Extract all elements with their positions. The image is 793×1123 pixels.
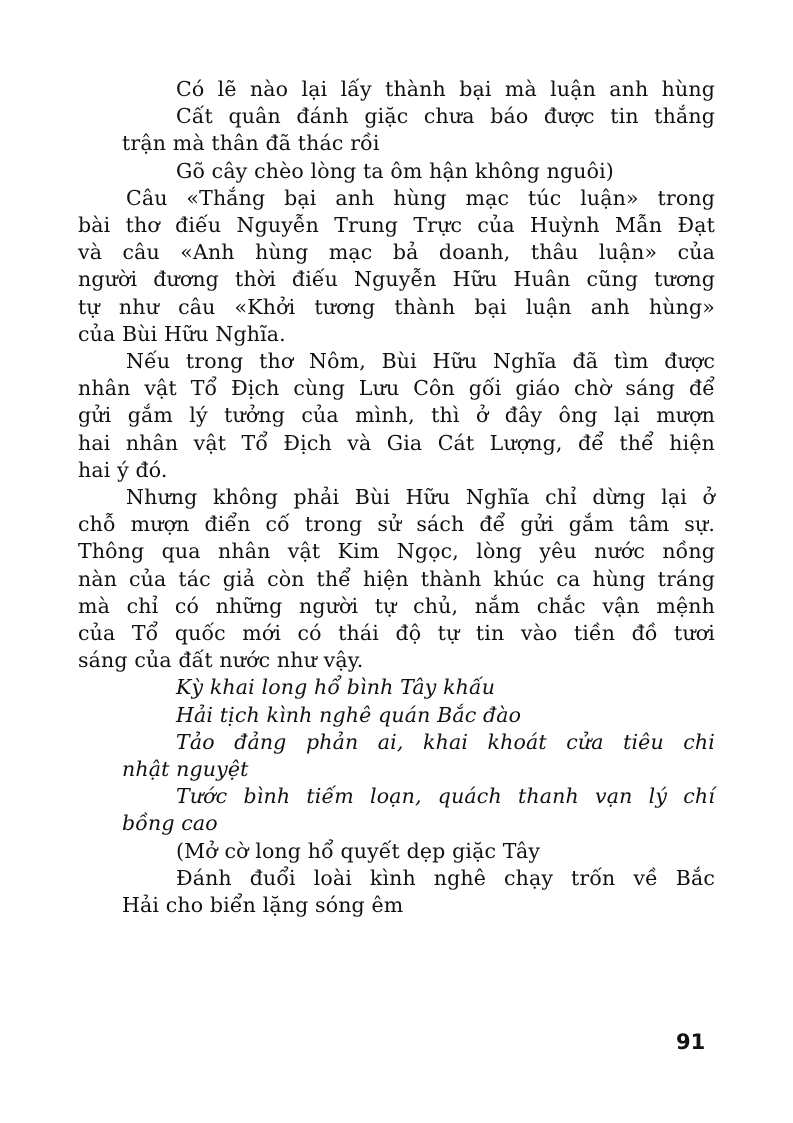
verse-line: Hải tịch kình nghê quán Bắc đào [176,702,522,727]
paragraph-line: hai ý đó. [78,457,168,482]
paragraph-line: nàn của tác giả còn thể hiện thành khúc ca hùng tráng [78,566,715,591]
paragraph-line: của Tổ quốc mới có thái độ tự tin vào tiền đồ tươi [78,621,715,646]
verse-line: trận mà thân đã thác rồi [122,131,380,156]
paragraph-line: bài thơ điếu Nguyễn Trung Trực của Huỳnh Mẫn Đạt [78,213,715,238]
verse-line: nhật nguyệt [122,757,249,782]
paragraph-line: và câu «Anh hùng mạc bả doanh, thâu luận» của [78,240,715,265]
page-text [78,76,715,919]
paragraph-line: mà chỉ có những người tự chủ, nắm chắc vận mệnh [78,593,715,618]
verse-line: Có lẽ nào lại lấy thành bại mà luận anh hùng [176,77,715,101]
verse-line: Hải cho biển lặng sóng êm [122,893,404,918]
verse-line: Tảo đảng phản ai, khai khoát cửa tiêu chi [176,729,715,754]
verse-line: (Mở cờ long hổ quyết dẹp giặc Tây [176,838,541,863]
verse-line: Cất quân đánh giặc chưa báo được tin thắng [176,104,715,129]
verse-line: Đánh đuổi loài kình nghê chạy trốn về Bắc [176,865,715,890]
page-number: 91 [676,1030,706,1054]
paragraph-line: Nhưng không phải Bùi Hữu Nghĩa chỉ dừng lại ở [126,485,715,510]
paragraph-line: Nếu trong thơ Nôm, Bùi Hữu Nghĩa đã tìm được [126,349,715,374]
paragraph-line: của Bùi Hữu Nghĩa. [78,321,286,346]
paragraph-line: Câu «Thắng bại anh hùng mạc túc luận» trong [126,185,715,210]
paragraph-line: nhân vật Tổ Địch cùng Lưu Côn gối giáo chờ sáng để [78,376,715,401]
verse-line: Kỳ khai long hổ bình Tây khấu [176,675,496,700]
verse-line: bồng cao [122,811,218,836]
paragraph-line: chỗ mượn điển cố trong sử sách để gửi gắm tâm sự. [78,512,715,537]
paragraph-line: người đương thời điếu Nguyễn Hữu Huân cũng tương [78,267,715,292]
verse-line: Gõ cây chèo lòng ta ôm hận không nguôi) [176,158,614,183]
paragraph-line: Thông qua nhân vật Kim Ngọc, lòng yêu nước nồng [78,539,715,564]
paragraph-line: hai nhân vật Tổ Địch và Gia Cát Lượng, để thể hiện [78,430,715,455]
paragraph-line: tự như câu «Khởi tương thành bại luận anh hùng» [78,294,715,319]
paragraph-line: sáng của đất nước như vậy. [78,648,364,673]
paragraph-line: gửi gắm lý tưởng của mình, thì ở đây ông lại mượn [78,403,715,428]
verse-line: Tước bình tiếm loạn, quách thanh vạn lý chí [176,784,715,809]
